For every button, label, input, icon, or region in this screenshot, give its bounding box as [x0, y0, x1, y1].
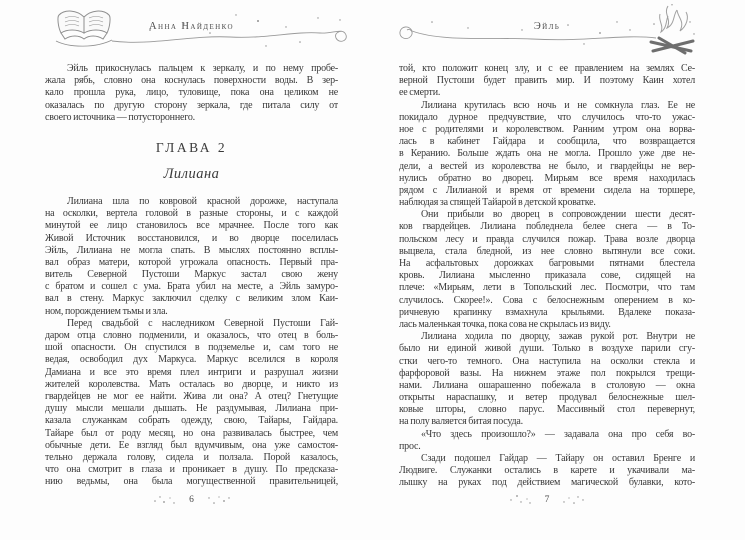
text-line: лась маленькая точка, пока сова не скрылась из виду.: [399, 318, 611, 330]
text-line: лась в кабинет Гайдара и сообщила, что возвращается: [399, 136, 695, 148]
flourish-line: [112, 31, 346, 42]
text-line: дели, а вестей из королевства не было, и гвардейцы не вер-: [399, 160, 695, 172]
text-line: ричневую крапинку взмахнула крыльями. Вдалеке показа-: [399, 306, 695, 318]
page-number: 7: [544, 495, 550, 505]
text-line: вал в стену. Маркус заключил сделку с великим злом Каи-: [45, 293, 338, 305]
sparkle-dots: [206, 494, 232, 506]
text-line: ковые шторы, словно парус. Массивный стол перевернут,: [399, 404, 695, 416]
text-line: открыты нараспашку, и ветер продувал белоснежные шел-: [399, 392, 695, 404]
text-line: минутой ее лицо становилось все мрачнее. После того как: [45, 220, 338, 232]
text-line: душу мысли мешали дышать. Не раздумывая, Лилиана при-: [45, 403, 338, 415]
page-header-right: [372, 0, 745, 58]
text-line: витель Северной Пустоши Маркус застал свою жену: [45, 269, 338, 281]
text-line: Перед свадьбой с наследником Северной Пустоши Гай-: [67, 317, 338, 329]
text-line: в Керанию. Больше ждать она не могла. Прошло уже две не-: [399, 148, 695, 160]
page-number: 6: [189, 495, 194, 505]
running-title-book: Эйль: [533, 21, 561, 32]
text-line: Лилиана крутилась всю ночь и не сомкнула глаз. Ее не: [421, 99, 695, 111]
text-line: польском лесу и правда случился пожар. Трава возле дворца: [399, 233, 695, 245]
chapter-heading: ГЛАВА 2: [155, 139, 228, 155]
text-line: лышку на руках под действием магической булавки, кото-: [399, 477, 695, 489]
page-text-left: [45, 63, 338, 488]
text-line: что она смотрит в глаза и проникает в душу. По предсказа-: [45, 464, 338, 476]
text-line: прос.: [399, 440, 421, 452]
text-line: даром отца словно подменили, и оказалось, что отец в боль-: [45, 330, 338, 341]
text-line: Дамиана и все это время плел интриги и разрушал жизни: [45, 366, 338, 378]
text-line: нулись обратно во дворец. Мирьям все время находилась: [399, 172, 695, 184]
page-text-right: [399, 63, 695, 490]
text-line: Сзади подошел Гайдар — Тайару он оставил Бренге и: [421, 453, 695, 464]
text-line: покидало дурное предчувствие, что случилось что-то ужас-: [399, 111, 695, 123]
text-line: нию ведьмы, она была могущественной правительницей,: [45, 476, 338, 488]
text-line: кровь. Лилиана мысленно приказала сове, сидящей на: [399, 270, 695, 282]
text-line: ков гвардейцев. Лилиана побледнела белее снега — в То-: [399, 221, 695, 233]
text-line: Тайаре был от роду месяц, но она развивалась быстрее, чем: [45, 427, 338, 439]
text-line: вал образ матери, которой угрожала опасность. Первый пра-: [45, 256, 338, 268]
text-line: Людвиге. Служанки остались в карете и укачивали ма-: [399, 465, 695, 477]
page-header-left: [0, 0, 372, 58]
text-line: Лилиана шла по ковровой красной дорожке, наступала: [67, 195, 338, 207]
text-line: «Что здесь произошло?» — задавала она про себя во-: [421, 428, 695, 440]
text-line: гвардейцев не мог ее найти. Жива ли она? А отец? Гнетущие: [45, 390, 338, 402]
text-line: своего источника — потустороннего.: [45, 111, 195, 123]
text-line: Эйль, Лилиана не могла спать. В мыслях постоянно всплы-: [45, 244, 338, 256]
text-line: выцвела, стала бледной, из нее словно вытянули все соки.: [399, 245, 695, 257]
page-footer-left: [45, 493, 338, 507]
text-line: ведая, освободил дух Маркуса. Маркус вселился в короля: [45, 354, 338, 366]
text-line: на полу валяется битая посуда.: [399, 416, 523, 428]
text-line: фарфоровой вазы. На нижнем этаже пол покрылся трещи-: [399, 367, 695, 379]
text-line: Лилиана ходила по дворцу, зажав рукой рот. Внутри не: [421, 331, 695, 343]
text-line: Эйль прикоснулась пальцем к зеркалу, и по нему пробе-: [67, 63, 338, 74]
section-heading: Лилиана: [163, 165, 220, 182]
text-line: стки чего-то темного. Она наступила на осколки стекла и: [399, 355, 695, 367]
text-line: на осколки, вертела головой в разные стороны, и с каждой: [45, 208, 338, 220]
text-line: верной Пустоши будет править мир. И поэтому Каин хотел: [399, 75, 695, 87]
running-title-author: Анна Найденко: [149, 21, 234, 32]
sparkle-dots: [507, 494, 533, 506]
text-line: тельно держала голову, сидела и ползала. Порой казалось,: [45, 451, 338, 463]
text-line: той, кто положит конец злу, и с ее правлением на землях Се-: [399, 63, 695, 74]
text-line: ном, порождением тьмы и зла.: [45, 305, 168, 317]
text-line: рядом с Лилианой и время от времени сидела на торшере,: [399, 184, 695, 196]
text-line: плече: «Мирьям, лети в Топольский лес. Посмотри, что там: [399, 282, 695, 294]
text-line: жала рябь, словно она коснулась поверхности воды. В зер-: [45, 75, 338, 87]
text-line: ное с родителями и королевством. Ранним утром она ворва-: [399, 123, 695, 135]
text-line: Они прибыли во дворец в сопровождении шести десят-: [421, 209, 695, 221]
text-line: обычные дети. Ее взгляд был вдумчивым, она уже самостоя-: [45, 439, 338, 451]
text-line: нами. Лилиана ошарашенно побежала в столовую — окна: [399, 379, 695, 391]
sparkle-dots: [561, 494, 587, 506]
page-right: [372, 0, 745, 540]
text-line: ее смерти.: [399, 87, 441, 99]
page-footer-right: [399, 493, 695, 507]
text-line: с братом и сошел с ума. Брата убил на месте, а Эйль замуро-: [45, 281, 338, 293]
text-line: случилось. Скорее!». Сова с белоснежным оперением в ко-: [399, 294, 695, 306]
text-line: наблюдая за спящей Тайарой в детской кроватке.: [399, 197, 596, 209]
text-line: шой опасности. Он спустился в подземелье и, сам того не: [45, 342, 338, 354]
page-left: [0, 0, 372, 540]
text-line: жителей королевства. Мать осталась во дворце, и никто из: [45, 378, 338, 390]
text-line: оказалась по другую сторону зеркала, где питала силу от: [45, 99, 338, 111]
text-line: Живой Источник восстановился, и во дворце поселилась: [45, 232, 338, 244]
text-line: кало прошла рука, лицо, туловище, пока она целиком не: [45, 87, 338, 99]
text-line: казала служанкам собрать одежду, свою, Тайары, Гайдара.: [45, 415, 338, 427]
text-line: На асфальтовых дорожках багровыми пятнами блестела: [399, 258, 695, 269]
sparkle-dots: [151, 494, 177, 506]
text-line: было ни единой живой души. Только в воздухе парили сгу-: [399, 343, 695, 355]
